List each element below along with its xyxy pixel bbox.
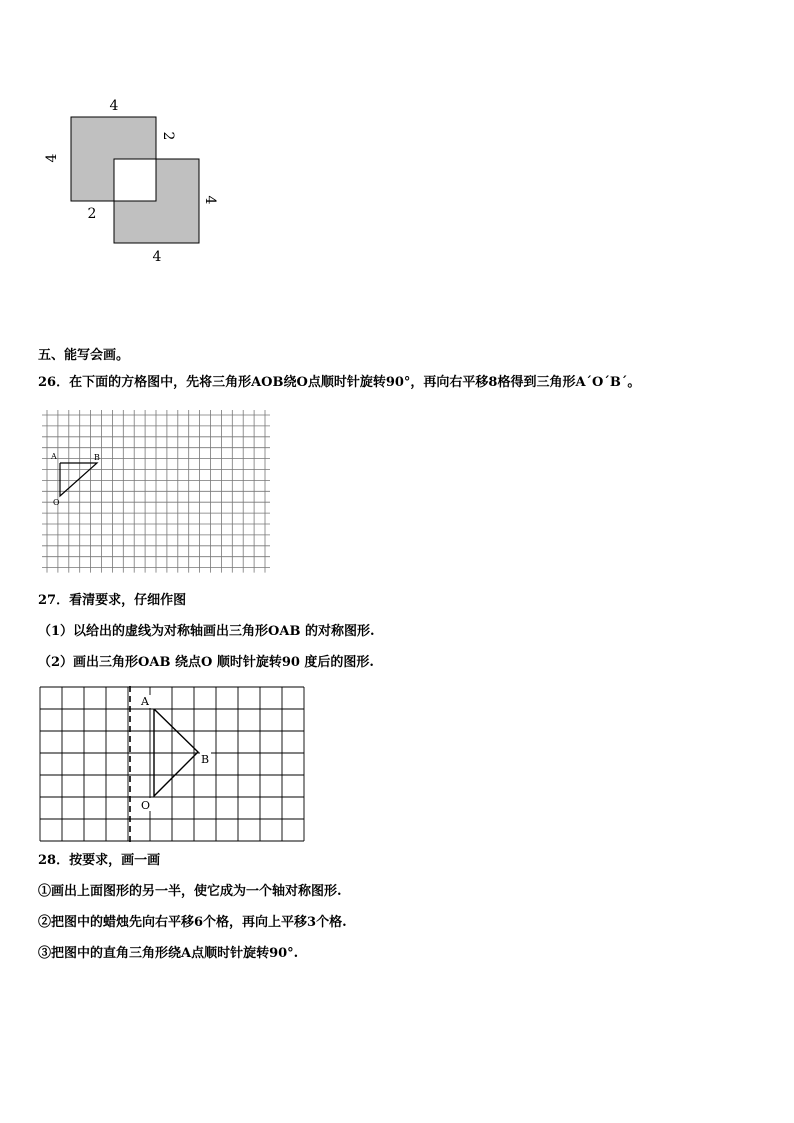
q27-title: 27．看清要求，仔细作图 xyxy=(38,593,187,608)
shape-figure-region xyxy=(71,117,199,243)
q27-label-A: A xyxy=(141,695,149,708)
q26-text: 26．在下面的方格图中，先将三角形AOB绕O点顺时针旋转90°，再向右平移8格得到三角形A´O´B´。 xyxy=(38,375,641,390)
q28-title: 28．按要求，画一画 xyxy=(38,853,161,868)
section-heading: 五、能写会画。 xyxy=(38,348,130,363)
q27-label-B: B xyxy=(201,753,210,766)
label-left-4: 4 xyxy=(44,153,60,163)
shape-figure xyxy=(40,90,230,270)
label-right-4: 4 xyxy=(202,195,218,205)
q26-grid-figure xyxy=(40,408,275,573)
q27-label-O: O xyxy=(141,799,151,812)
q28-item2: ②把图中的蜡烛先向右平移6个格，再向上平移3个格. xyxy=(38,915,347,930)
q28-item1: ①画出上面图形的另一半，使它成为一个轴对称图形. xyxy=(38,884,342,899)
q26-label-A: A xyxy=(51,452,57,461)
q27-item1: （1）以给出的虚线为对称轴画出三角形OAB 的对称图形. xyxy=(38,624,375,639)
label-notch-2: 2 xyxy=(160,131,176,141)
q27-item2: （2）画出三角形OAB 绕点O 顺时针旋转90 度后的图形. xyxy=(38,655,374,670)
label-bottom-4: 4 xyxy=(152,249,162,265)
q28-item3: ③把图中的直角三角形绕A点顺时针旋转90°. xyxy=(38,946,299,961)
q26-label-B: B xyxy=(94,453,100,462)
q27-grid-figure xyxy=(38,686,314,842)
q27-triangle xyxy=(154,709,198,796)
q27-grid xyxy=(40,687,304,841)
q26-grid xyxy=(42,410,270,573)
label-top-4: 4 xyxy=(109,98,119,114)
q26-label-O: O xyxy=(53,498,60,507)
label-inner-bottom-2: 2 xyxy=(87,206,97,222)
